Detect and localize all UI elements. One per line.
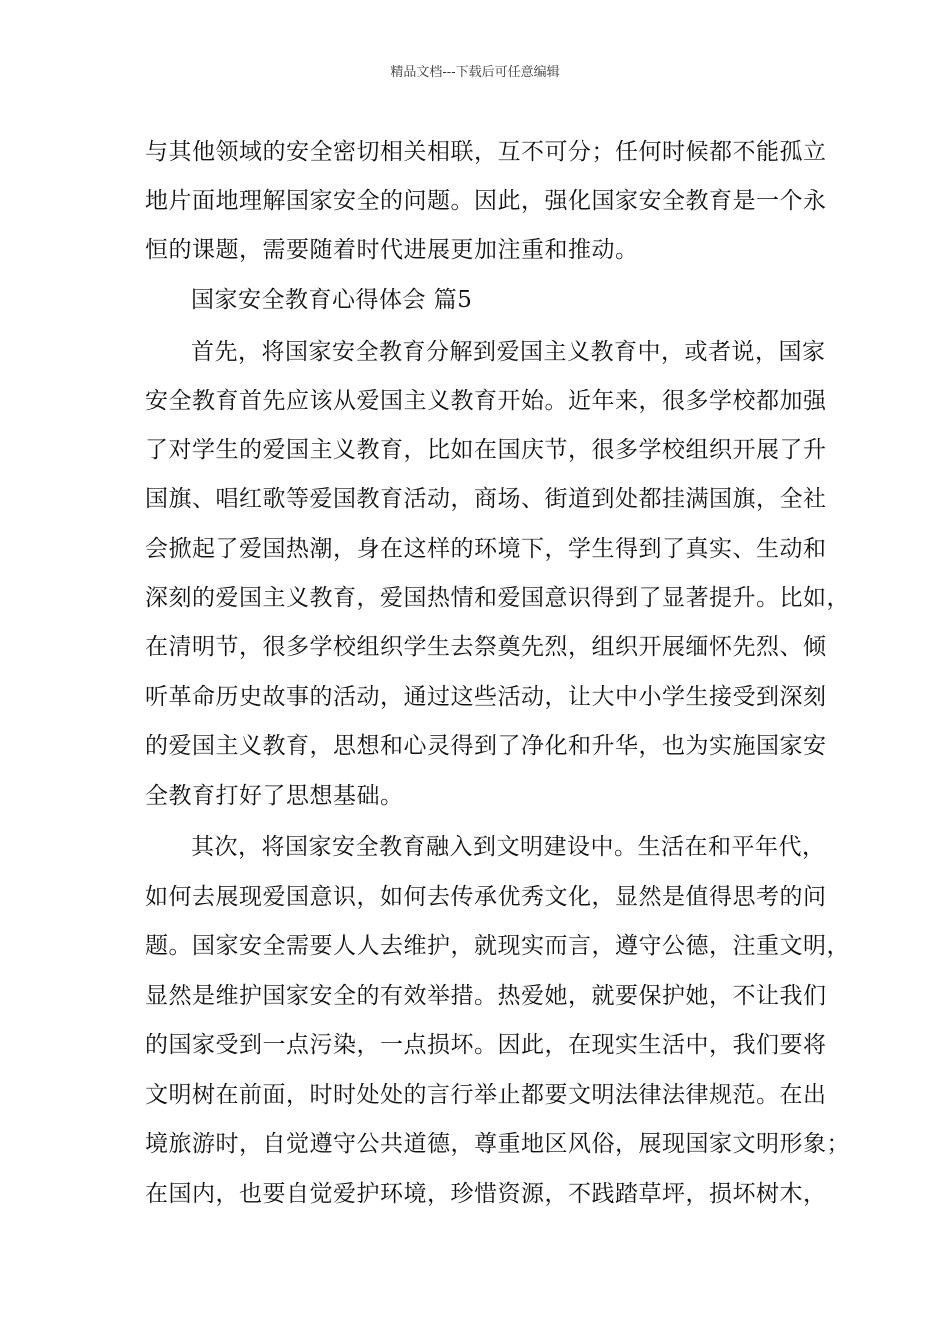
body-line: 的爱国主义教育，思想和心灵得到了净化和升华，也为实施国家安 — [145, 733, 827, 759]
body-line: 在清明节，很多学校组织学生去祭奠先烈，组织开展缅怀先烈、倾 — [145, 634, 827, 660]
body-line: 会掀起了爱国热潮，身在这样的环境下，学生得到了真实、生动和 — [145, 536, 827, 562]
body-line: 在国内，也要自觉爱护环境，珍惜资源，不践踏草坪，损坏树木， — [145, 1181, 827, 1207]
body-line: 了对学生的爱国主义教育，比如在国庆节，很多学校组织开展了升 — [145, 437, 827, 463]
section-heading: 国家安全教育心得体会 篇5 — [191, 287, 473, 313]
page-header: 精品文档---下载后可任意编辑 — [390, 65, 560, 80]
body-line: 文明树在前面，时时处处的言行举止都要文明法律法律规范。在出 — [145, 1082, 827, 1108]
body-line: 首先，将国家安全教育分解到爱国主义教育中，或者说，国家 — [191, 339, 826, 365]
body-line: 境旅游时，自觉遵守公共道德，尊重地区风俗，展现国家文明形象； — [145, 1131, 850, 1157]
body-line: 与其他领域的安全密切相关相联，互不可分；任何时候都不能孤立 — [145, 139, 827, 165]
body-line: 深刻的爱国主义教育，爱国热情和爱国意识得到了显著提升。比如， — [145, 585, 850, 611]
body-line: 如何去展现爱国意识，如何去传承优秀文化，显然是值得思考的问 — [145, 884, 827, 910]
body-line: 全教育打好了思想基础。 — [145, 783, 404, 809]
body-line: 显然是维护国家安全的有效举措。热爱她，就要保护她，不让我们 — [145, 983, 827, 1009]
body-line: 其次，将国家安全教育融入到文明建设中。生活在和平年代， — [191, 834, 826, 860]
body-line: 安全教育首先应该从爱国主义教育开始。近年来，很多学校都加强 — [145, 388, 827, 414]
body-line: 恒的课题，需要随着时代进展更加注重和推动。 — [145, 237, 639, 263]
body-line: 国旗、唱红歌等爱国教育活动，商场、街道到处都挂满国旗，全社 — [145, 486, 827, 512]
body-line: 听革命历史故事的活动，通过这些活动，让大中小学生接受到深刻 — [145, 684, 827, 710]
body-line: 地片面地理解国家安全的问题。因此，强化国家安全教育是一个永 — [145, 188, 827, 214]
body-line: 的国家受到一点污染，一点损坏。因此，在现实生活中，我们要将 — [145, 1032, 827, 1058]
body-line: 题。国家安全需要人人去维护，就现实而言，遵守公德，注重文明， — [145, 933, 850, 959]
